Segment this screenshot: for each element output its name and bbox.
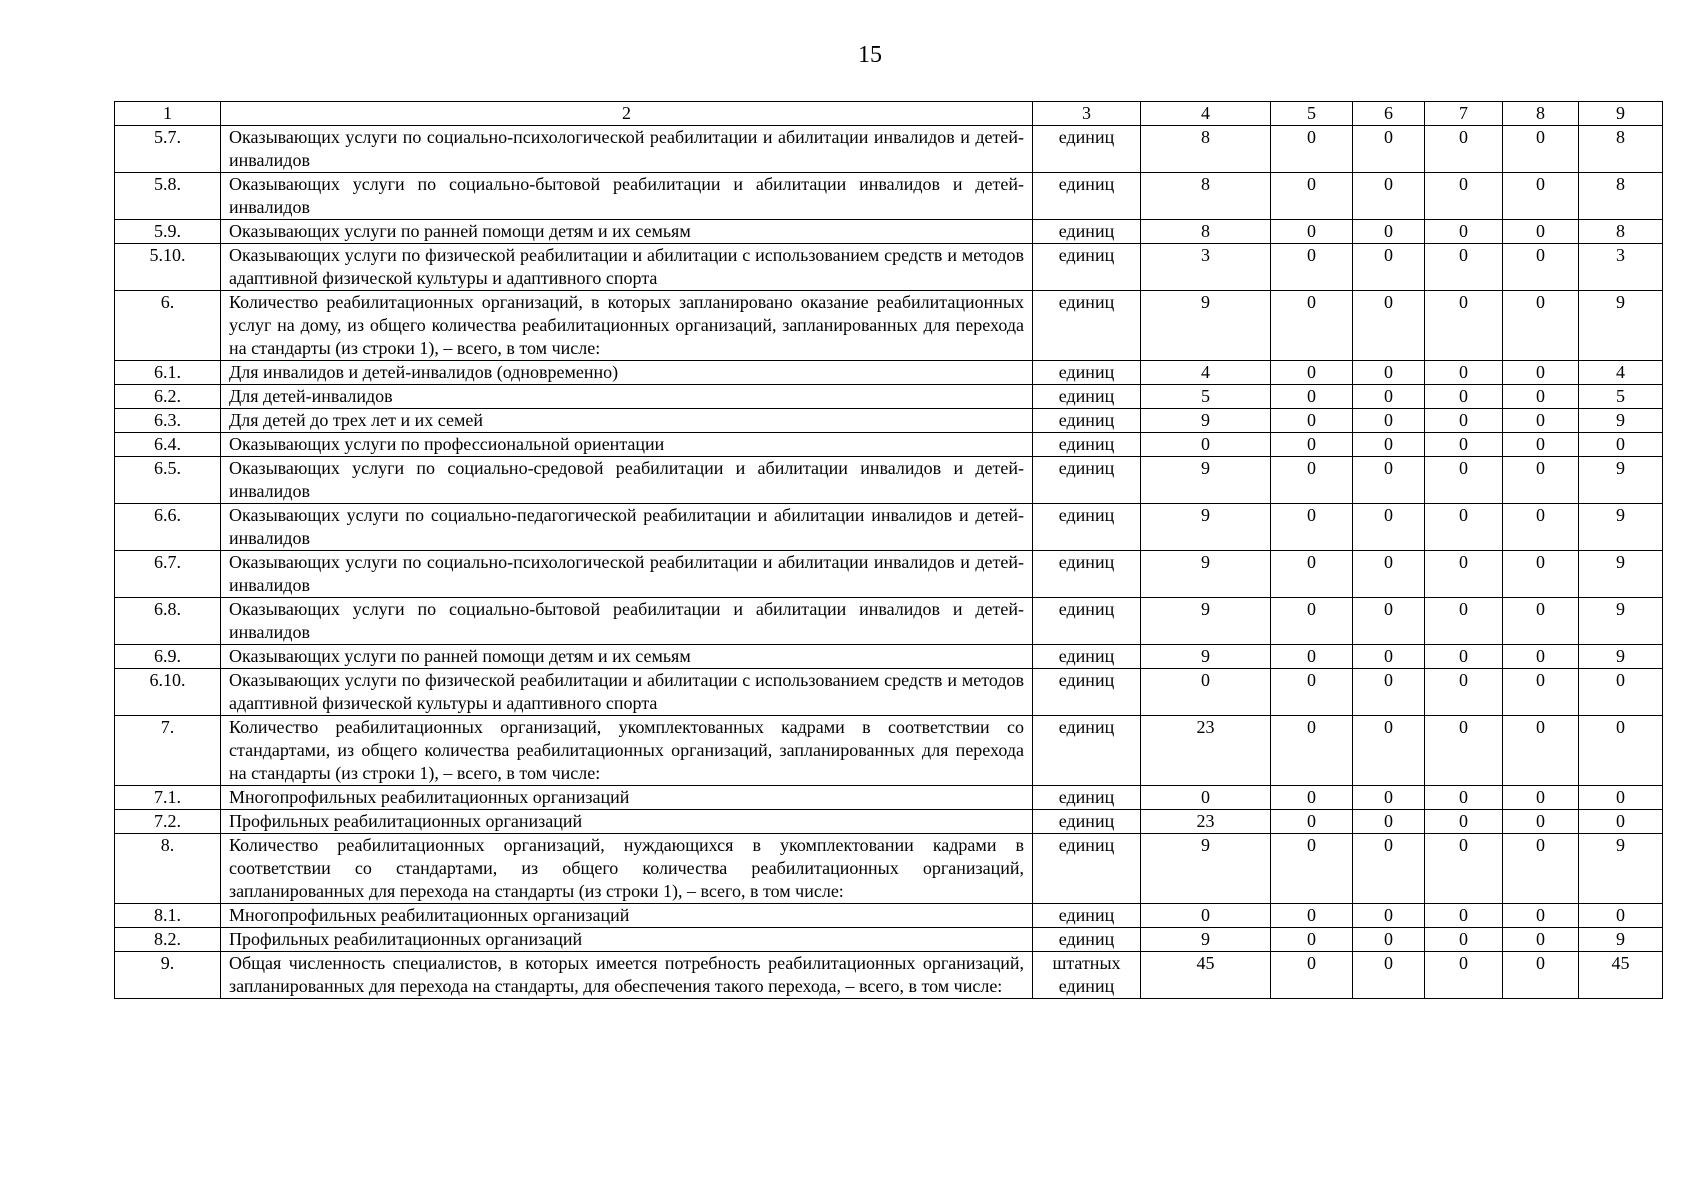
row-unit-cell: единиц bbox=[1033, 645, 1141, 669]
row-value-cell: 0 bbox=[1353, 716, 1425, 786]
table-row bbox=[115, 716, 1663, 786]
column-header: 3 bbox=[1033, 102, 1141, 126]
row-value-cell: 0 bbox=[1425, 173, 1503, 220]
row-value-cell: 0 bbox=[1503, 126, 1579, 173]
row-description-cell: Оказывающих услуги по ранней помощи детям и их семьям bbox=[221, 645, 1033, 669]
row-value-cell: 8 bbox=[1579, 220, 1663, 244]
row-value-cell: 0 bbox=[1141, 904, 1271, 928]
column-header: 7 bbox=[1425, 102, 1503, 126]
row-value-cell: 0 bbox=[1353, 244, 1425, 291]
row-value-cell: 0 bbox=[1271, 786, 1353, 810]
row-value-cell: 8 bbox=[1141, 173, 1271, 220]
row-value-cell: 9 bbox=[1141, 928, 1271, 952]
row-value-cell: 0 bbox=[1353, 504, 1425, 551]
row-value-cell: 0 bbox=[1271, 952, 1353, 999]
column-header: 2 bbox=[221, 102, 1033, 126]
row-description-cell: Многопрофильных реабилитационных организаций bbox=[221, 904, 1033, 928]
row-value-cell: 0 bbox=[1271, 409, 1353, 433]
row-unit-cell: единиц bbox=[1033, 126, 1141, 173]
row-value-cell: 3 bbox=[1579, 244, 1663, 291]
row-description-cell: Для инвалидов и детей-инвалидов (одновременно) bbox=[221, 361, 1033, 385]
row-number-cell: 7.1. bbox=[115, 786, 221, 810]
table-body bbox=[115, 102, 1663, 999]
row-value-cell: 0 bbox=[1503, 504, 1579, 551]
row-number-cell: 8. bbox=[115, 834, 221, 904]
row-value-cell: 0 bbox=[1579, 904, 1663, 928]
table-row bbox=[115, 904, 1663, 928]
row-unit-cell: единиц bbox=[1033, 504, 1141, 551]
row-description-cell: Количество реабилитационных организаций, в которых запланировано оказание реабилитационных услуг на дому, из общего количества реабилитационных организаций, запланированных для перехода на стандарты (из строки 1), – всего, в том числе: bbox=[221, 291, 1033, 361]
row-description-cell: Многопрофильных реабилитационных организаций bbox=[221, 786, 1033, 810]
row-value-cell: 9 bbox=[1141, 645, 1271, 669]
row-value-cell: 0 bbox=[1271, 173, 1353, 220]
row-value-cell: 0 bbox=[1503, 904, 1579, 928]
row-value-cell: 0 bbox=[1425, 220, 1503, 244]
row-value-cell: 0 bbox=[1579, 433, 1663, 457]
row-value-cell: 0 bbox=[1503, 385, 1579, 409]
row-unit-cell: единиц bbox=[1033, 291, 1141, 361]
row-value-cell: 0 bbox=[1503, 810, 1579, 834]
row-value-cell: 0 bbox=[1425, 291, 1503, 361]
row-value-cell: 0 bbox=[1503, 786, 1579, 810]
row-value-cell: 8 bbox=[1141, 220, 1271, 244]
row-value-cell: 0 bbox=[1271, 669, 1353, 716]
row-value-cell: 3 bbox=[1141, 244, 1271, 291]
table-row bbox=[115, 433, 1663, 457]
row-description-cell: Оказывающих услуги по ранней помощи детям и их семьям bbox=[221, 220, 1033, 244]
table-row bbox=[115, 952, 1663, 999]
row-value-cell: 0 bbox=[1425, 409, 1503, 433]
row-unit-cell: единиц bbox=[1033, 716, 1141, 786]
row-number-cell: 6. bbox=[115, 291, 221, 361]
row-value-cell: 0 bbox=[1425, 928, 1503, 952]
row-description-cell: Оказывающих услуги по социально-бытовой реабилитации и абилитации инвалидов и детей-инвалидов bbox=[221, 173, 1033, 220]
row-description-cell: Профильных реабилитационных организаций bbox=[221, 928, 1033, 952]
row-value-cell: 0 bbox=[1141, 669, 1271, 716]
row-value-cell: 0 bbox=[1503, 551, 1579, 598]
row-value-cell: 0 bbox=[1503, 834, 1579, 904]
row-value-cell: 9 bbox=[1579, 834, 1663, 904]
row-value-cell: 0 bbox=[1503, 598, 1579, 645]
row-value-cell: 0 bbox=[1503, 244, 1579, 291]
table-row bbox=[115, 928, 1663, 952]
row-value-cell: 0 bbox=[1271, 385, 1353, 409]
row-value-cell: 0 bbox=[1353, 457, 1425, 504]
row-description-cell: Количество реабилитационных организаций, укомплектованных кадрами в соответствии со стандартами, из общего количества реабилитационных организаций, запланированных для перехода на стандарты (из строки 1), – всего, в том числе: bbox=[221, 716, 1033, 786]
row-value-cell: 0 bbox=[1271, 433, 1353, 457]
row-unit-cell: единиц bbox=[1033, 433, 1141, 457]
row-number-cell: 8.1. bbox=[115, 904, 221, 928]
row-value-cell: 8 bbox=[1141, 126, 1271, 173]
row-value-cell: 0 bbox=[1425, 810, 1503, 834]
row-number-cell: 5.8. bbox=[115, 173, 221, 220]
row-value-cell: 45 bbox=[1579, 952, 1663, 999]
row-description-cell: Для детей до трех лет и их семей bbox=[221, 409, 1033, 433]
row-number-cell: 6.3. bbox=[115, 409, 221, 433]
row-value-cell: 0 bbox=[1425, 834, 1503, 904]
table-row bbox=[115, 291, 1663, 361]
column-header: 1 bbox=[115, 102, 221, 126]
row-value-cell: 0 bbox=[1353, 291, 1425, 361]
row-description-cell: Оказывающих услуги по физической реабилитации и абилитации с использованием средств и методов адаптивной физической культуры и адаптивного спорта bbox=[221, 669, 1033, 716]
row-value-cell: 9 bbox=[1579, 291, 1663, 361]
row-value-cell: 9 bbox=[1579, 928, 1663, 952]
row-value-cell: 0 bbox=[1271, 551, 1353, 598]
row-value-cell: 0 bbox=[1271, 244, 1353, 291]
row-value-cell: 0 bbox=[1141, 786, 1271, 810]
table-row bbox=[115, 504, 1663, 551]
table-row bbox=[115, 786, 1663, 810]
row-value-cell: 9 bbox=[1579, 645, 1663, 669]
row-unit-cell: единиц bbox=[1033, 834, 1141, 904]
table-row bbox=[115, 645, 1663, 669]
row-value-cell: 0 bbox=[1425, 716, 1503, 786]
row-description-cell: Для детей-инвалидов bbox=[221, 385, 1033, 409]
row-value-cell: 0 bbox=[1425, 786, 1503, 810]
table-header-row bbox=[115, 102, 1663, 126]
table-row bbox=[115, 409, 1663, 433]
row-number-cell: 5.7. bbox=[115, 126, 221, 173]
row-number-cell: 8.2. bbox=[115, 928, 221, 952]
row-value-cell: 5 bbox=[1141, 385, 1271, 409]
table-row bbox=[115, 244, 1663, 291]
table-row bbox=[115, 385, 1663, 409]
row-value-cell: 0 bbox=[1579, 669, 1663, 716]
row-value-cell: 9 bbox=[1579, 504, 1663, 551]
row-value-cell: 9 bbox=[1141, 551, 1271, 598]
row-unit-cell: единиц bbox=[1033, 385, 1141, 409]
row-value-cell: 0 bbox=[1353, 669, 1425, 716]
row-value-cell: 0 bbox=[1425, 433, 1503, 457]
row-value-cell: 0 bbox=[1579, 716, 1663, 786]
row-value-cell: 0 bbox=[1271, 810, 1353, 834]
row-value-cell: 0 bbox=[1425, 645, 1503, 669]
row-number-cell: 6.8. bbox=[115, 598, 221, 645]
row-value-cell: 0 bbox=[1353, 409, 1425, 433]
row-value-cell: 23 bbox=[1141, 716, 1271, 786]
row-unit-cell: единиц bbox=[1033, 409, 1141, 433]
column-header: 8 bbox=[1503, 102, 1579, 126]
table-row bbox=[115, 834, 1663, 904]
row-value-cell: 0 bbox=[1271, 457, 1353, 504]
row-number-cell: 6.5. bbox=[115, 457, 221, 504]
row-value-cell: 0 bbox=[1425, 126, 1503, 173]
row-value-cell: 0 bbox=[1503, 433, 1579, 457]
page-number: 15 bbox=[858, 42, 882, 68]
row-value-cell: 0 bbox=[1425, 244, 1503, 291]
row-unit-cell: единиц bbox=[1033, 361, 1141, 385]
row-number-cell: 5.9. bbox=[115, 220, 221, 244]
row-number-cell: 9. bbox=[115, 952, 221, 999]
row-value-cell: 9 bbox=[1141, 598, 1271, 645]
column-header: 5 bbox=[1271, 102, 1353, 126]
row-value-cell: 0 bbox=[1353, 220, 1425, 244]
row-value-cell: 0 bbox=[1503, 645, 1579, 669]
row-description-cell: Оказывающих услуги по профессиональной ориентации bbox=[221, 433, 1033, 457]
row-unit-cell: единиц bbox=[1033, 244, 1141, 291]
table-row bbox=[115, 810, 1663, 834]
row-value-cell: 9 bbox=[1579, 551, 1663, 598]
row-value-cell: 0 bbox=[1425, 598, 1503, 645]
row-value-cell: 0 bbox=[1503, 928, 1579, 952]
row-value-cell: 5 bbox=[1579, 385, 1663, 409]
row-description-cell: Количество реабилитационных организаций, нуждающихся в укомплектовании кадрами в соответствии со стандартами, из общего количества реабилитационных организаций, запланированных для перехода на стандарты (из строки 1), – всего, в том числе: bbox=[221, 834, 1033, 904]
row-value-cell: 0 bbox=[1353, 126, 1425, 173]
row-value-cell: 0 bbox=[1425, 952, 1503, 999]
row-unit-cell: единиц bbox=[1033, 173, 1141, 220]
row-value-cell: 0 bbox=[1503, 291, 1579, 361]
row-value-cell: 0 bbox=[1579, 786, 1663, 810]
row-description-cell: Общая численность специалистов, в которых имеется потребность реабилитационных организаций, запланированных для перехода на стандарты, для обеспечения такого перехода, – всего, в том числе: bbox=[221, 952, 1033, 999]
row-value-cell: 0 bbox=[1579, 810, 1663, 834]
row-value-cell: 0 bbox=[1353, 834, 1425, 904]
row-value-cell: 0 bbox=[1271, 928, 1353, 952]
row-value-cell: 0 bbox=[1503, 409, 1579, 433]
row-value-cell: 0 bbox=[1271, 834, 1353, 904]
table-row bbox=[115, 551, 1663, 598]
row-value-cell: 0 bbox=[1503, 457, 1579, 504]
row-number-cell: 6.1. bbox=[115, 361, 221, 385]
row-description-cell: Оказывающих услуги по физической реабилитации и абилитации с использованием средств и методов адаптивной физической культуры и адаптивного спорта bbox=[221, 244, 1033, 291]
table-row bbox=[115, 669, 1663, 716]
row-description-cell: Оказывающих услуги по социально-средовой реабилитации и абилитации инвалидов и детей-инвалидов bbox=[221, 457, 1033, 504]
row-unit-cell: единиц bbox=[1033, 598, 1141, 645]
column-header: 4 bbox=[1141, 102, 1271, 126]
row-value-cell: 0 bbox=[1503, 220, 1579, 244]
data-table bbox=[114, 101, 1663, 999]
table-row bbox=[115, 598, 1663, 645]
table-row bbox=[115, 173, 1663, 220]
row-value-cell: 0 bbox=[1503, 669, 1579, 716]
row-value-cell: 9 bbox=[1579, 457, 1663, 504]
row-number-cell: 6.4. bbox=[115, 433, 221, 457]
row-description-cell: Оказывающих услуги по социально-психологической реабилитации и абилитации инвалидов и детей-инвалидов bbox=[221, 551, 1033, 598]
row-unit-cell: единиц bbox=[1033, 551, 1141, 598]
row-value-cell: 0 bbox=[1353, 551, 1425, 598]
row-value-cell: 0 bbox=[1503, 952, 1579, 999]
row-value-cell: 9 bbox=[1579, 409, 1663, 433]
row-unit-cell: единиц bbox=[1033, 457, 1141, 504]
row-value-cell: 9 bbox=[1141, 834, 1271, 904]
row-value-cell: 0 bbox=[1353, 598, 1425, 645]
row-unit-cell: штатных единиц bbox=[1033, 952, 1141, 999]
row-value-cell: 4 bbox=[1579, 361, 1663, 385]
row-unit-cell: единиц bbox=[1033, 786, 1141, 810]
row-number-cell: 7. bbox=[115, 716, 221, 786]
row-value-cell: 0 bbox=[1271, 716, 1353, 786]
table-row bbox=[115, 126, 1663, 173]
row-value-cell: 0 bbox=[1353, 928, 1425, 952]
table-row bbox=[115, 457, 1663, 504]
row-value-cell: 0 bbox=[1353, 361, 1425, 385]
row-value-cell: 0 bbox=[1353, 173, 1425, 220]
row-value-cell: 0 bbox=[1353, 433, 1425, 457]
row-value-cell: 0 bbox=[1141, 433, 1271, 457]
row-number-cell: 6.9. bbox=[115, 645, 221, 669]
row-value-cell: 9 bbox=[1579, 598, 1663, 645]
row-value-cell: 0 bbox=[1353, 385, 1425, 409]
row-value-cell: 0 bbox=[1271, 361, 1353, 385]
row-unit-cell: единиц bbox=[1033, 220, 1141, 244]
row-value-cell: 0 bbox=[1271, 504, 1353, 551]
row-value-cell: 9 bbox=[1141, 504, 1271, 551]
row-value-cell: 0 bbox=[1425, 504, 1503, 551]
row-value-cell: 23 bbox=[1141, 810, 1271, 834]
row-unit-cell: единиц bbox=[1033, 904, 1141, 928]
row-unit-cell: единиц bbox=[1033, 669, 1141, 716]
row-unit-cell: единиц bbox=[1033, 810, 1141, 834]
row-number-cell: 6.2. bbox=[115, 385, 221, 409]
row-unit-cell: единиц bbox=[1033, 928, 1141, 952]
row-value-cell: 0 bbox=[1271, 220, 1353, 244]
row-value-cell: 0 bbox=[1353, 645, 1425, 669]
row-value-cell: 0 bbox=[1425, 361, 1503, 385]
row-value-cell: 0 bbox=[1271, 291, 1353, 361]
row-value-cell: 8 bbox=[1579, 126, 1663, 173]
row-number-cell: 6.6. bbox=[115, 504, 221, 551]
row-value-cell: 0 bbox=[1425, 669, 1503, 716]
row-value-cell: 9 bbox=[1141, 457, 1271, 504]
column-header: 6 bbox=[1353, 102, 1425, 126]
row-value-cell: 0 bbox=[1353, 904, 1425, 928]
row-value-cell: 0 bbox=[1503, 361, 1579, 385]
row-value-cell: 9 bbox=[1141, 409, 1271, 433]
row-value-cell: 0 bbox=[1271, 645, 1353, 669]
row-value-cell: 0 bbox=[1425, 457, 1503, 504]
row-value-cell: 0 bbox=[1503, 173, 1579, 220]
row-value-cell: 0 bbox=[1503, 716, 1579, 786]
row-value-cell: 0 bbox=[1271, 126, 1353, 173]
row-value-cell: 0 bbox=[1271, 904, 1353, 928]
row-number-cell: 7.2. bbox=[115, 810, 221, 834]
row-value-cell: 8 bbox=[1579, 173, 1663, 220]
row-value-cell: 9 bbox=[1141, 291, 1271, 361]
row-value-cell: 0 bbox=[1353, 786, 1425, 810]
row-description-cell: Оказывающих услуги по социально-педагогической реабилитации и абилитации инвалидов и детей-инвалидов bbox=[221, 504, 1033, 551]
row-number-cell: 6.7. bbox=[115, 551, 221, 598]
row-value-cell: 0 bbox=[1353, 952, 1425, 999]
table-row bbox=[115, 220, 1663, 244]
row-value-cell: 0 bbox=[1425, 904, 1503, 928]
row-description-cell: Оказывающих услуги по социально-бытовой реабилитации и абилитации инвалидов и детей-инвалидов bbox=[221, 598, 1033, 645]
row-number-cell: 6.10. bbox=[115, 669, 221, 716]
row-value-cell: 0 bbox=[1425, 385, 1503, 409]
column-header: 9 bbox=[1579, 102, 1663, 126]
row-number-cell: 5.10. bbox=[115, 244, 221, 291]
row-value-cell: 4 bbox=[1141, 361, 1271, 385]
row-value-cell: 45 bbox=[1141, 952, 1271, 999]
row-description-cell: Профильных реабилитационных организаций bbox=[221, 810, 1033, 834]
row-value-cell: 0 bbox=[1425, 551, 1503, 598]
row-description-cell: Оказывающих услуги по социально-психологической реабилитации и абилитации инвалидов и детей-инвалидов bbox=[221, 126, 1033, 173]
row-value-cell: 0 bbox=[1353, 810, 1425, 834]
row-value-cell: 0 bbox=[1271, 598, 1353, 645]
table-row bbox=[115, 361, 1663, 385]
